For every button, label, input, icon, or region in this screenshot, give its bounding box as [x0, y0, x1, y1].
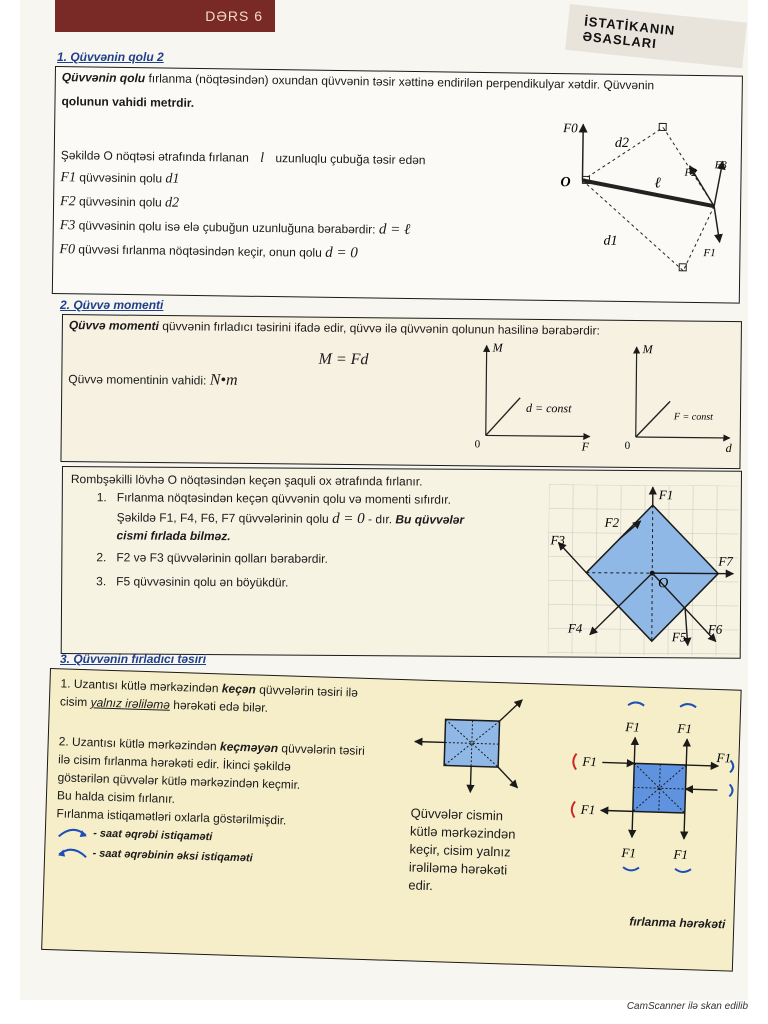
s1-line-f1 — [60, 169, 179, 188]
s2-def-term: Qüvvə momenti — [68, 318, 159, 334]
romb-item1-c: - dır. — [368, 512, 393, 527]
r-arrow-up-left — [634, 737, 635, 763]
label-f3: F3 — [714, 159, 727, 172]
label-f0: F0 — [563, 120, 578, 136]
label-f2: F2 — [684, 166, 697, 179]
rf-bottom-left: F1 — [621, 845, 637, 861]
r-label-f7: F7 — [718, 553, 733, 569]
graph-m-vs-f — [472, 337, 603, 458]
legend-cw — [56, 823, 213, 845]
s1-intro-sym: l — [260, 150, 265, 166]
t-arrow-ne — [500, 699, 523, 722]
r-label-f1: F1 — [658, 487, 674, 503]
label-d1: d1 — [603, 233, 618, 249]
romb-item2-num: 2. — [96, 550, 107, 565]
sym-f3: F3 — [59, 218, 76, 234]
r-label-f5: F5 — [671, 629, 687, 645]
s3-p1-f: hərəkəti edə bilər. — [173, 697, 269, 715]
s1-f2-val: d2 — [164, 195, 180, 211]
rf-top-left: F1 — [625, 719, 641, 735]
g2-ylabel: M — [642, 342, 653, 357]
s3-p2-line5: Fırlanma istiqamətləri oxlarla göstərilmişdir. — [56, 806, 287, 828]
caption1-l2: kütlə mərkəzindən — [409, 823, 516, 842]
caption1-l3: keçir, cisim yalnız — [409, 841, 511, 860]
cw-label: - saat əqrəbi istiqaməti — [92, 827, 213, 844]
r-arrow-left-bottom — [601, 810, 633, 811]
s1-intro — [61, 147, 426, 169]
d1-line — [581, 180, 684, 270]
romb-item1-b-line — [117, 509, 465, 527]
label-o: O — [560, 175, 571, 191]
s3-p1-c: qüvvələrin təsiri ilə — [259, 682, 359, 700]
s1-f1-text: qüvvəsinin qolu — [79, 170, 163, 186]
s1-f3-eq: d = ℓ — [378, 221, 411, 238]
rot-bottom-right-icon — [675, 869, 691, 873]
def-rest: fırlanma (nöqtəsindən) oxundan qüvvənin təsir xəttinə endirilən perpendikulyar xətdir. Qüvvənin — [148, 71, 655, 93]
moment-unit — [68, 371, 237, 389]
t-arrow-s — [470, 766, 471, 792]
graph-m-vs-d — [622, 339, 743, 460]
f7-vector — [652, 573, 733, 574]
rhombus-box — [61, 466, 742, 659]
rot-ccw-top-right-icon — [680, 704, 696, 708]
s3-p2-line4: Bu halda cisim fırlanır. — [56, 788, 176, 806]
rf-bottom-right: F1 — [673, 846, 689, 863]
rot-right-mid-icon — [729, 784, 732, 796]
s1-f0-eq: d = 0 — [325, 244, 358, 262]
g2-line — [636, 401, 670, 437]
s1-f0-text: qüvvəsi fırlanma nöqtəsindən keçir, onun qolu — [78, 242, 322, 260]
f0-arrow — [582, 124, 583, 180]
s3-p1-d: cisim — [59, 694, 88, 710]
unit-label: Qüvvə momentinin vahidi: — [68, 372, 207, 388]
def-line2: qolunun vahidi metrdir. — [61, 94, 195, 110]
caption2: fırlanma hərəkəti — [629, 914, 726, 932]
s3-p2-b: keçməyən — [219, 739, 279, 756]
caption1-l4: irəliləmə hərəkəti — [408, 859, 508, 878]
section2-box — [60, 314, 742, 469]
r-label-f3: F3 — [550, 532, 566, 548]
f1-arrow — [714, 206, 721, 242]
f1-extension — [683, 206, 714, 271]
s3-p2-line3: göstərilən qüvvələr kütlə mərkəzindən keçmir. — [57, 770, 301, 792]
legend-ccw — [55, 843, 253, 866]
romb-item1-d: Bu qüvvələr — [395, 512, 465, 527]
rot-bottom-left-icon — [623, 867, 639, 871]
g1-origin: 0 — [474, 438, 481, 451]
g2-origin: 0 — [624, 439, 631, 452]
t-arrow-se — [497, 767, 518, 788]
romb-item2: F2 və F3 qüvvələrinin qolları bərabərdir. — [116, 550, 328, 566]
romb-item1: Fırlanma nöqtəsindən keçən qüvvənin qolu və momenti sıfırdır. — [116, 490, 452, 507]
rf-left-bottom: F1 — [580, 801, 596, 818]
section1-definition — [62, 69, 654, 93]
rotation-figure — [564, 699, 740, 904]
r-arrow-up-right — [686, 739, 687, 765]
ccw-label: - saat əqrəbinin əksi istiqaməti — [92, 847, 253, 865]
section2-title: 2. Qüvvə momenti — [60, 298, 164, 312]
sym-f2: F2 — [60, 194, 76, 210]
g1-ylabel: M — [492, 340, 503, 355]
s1-line-f3 — [60, 217, 411, 239]
rf-left-top: F1 — [582, 753, 598, 770]
s1-intro-end: uzunluqlu çubuğa təsir edən — [275, 151, 426, 168]
s1-intro-text: Şəkildə O nöqtəsi ətrafında fırlanan — [60, 148, 249, 165]
s3-p2-a: 2. Uzantısı kütlə mərkəzindən — [58, 734, 217, 754]
r-arrow-down-right — [684, 813, 685, 839]
romb-intro: Rombşəkilli lövhə O nöqtəsindən keçən şaquli ox ətrafında fırlanır. — [70, 472, 423, 489]
r-arrow-right-top — [602, 762, 634, 763]
lever-arm-figure — [543, 104, 735, 287]
s3-p1-b: keçən — [221, 681, 257, 697]
lesson-tab: DƏRS 6 — [55, 0, 275, 32]
section3-title: 3. Qüvvənin fırladıcı təsiri — [60, 652, 207, 666]
r-arrow-left-mr — [686, 789, 718, 790]
s1-f2-text: qüvvəsinin qolu — [78, 194, 162, 210]
s3-p2-c: qüvvələrin təsiri — [281, 741, 365, 758]
r-label-f4: F4 — [567, 620, 583, 636]
rot-red-left-top-icon — [573, 753, 577, 769]
def-term: Qüvvənin qolu — [61, 70, 146, 86]
s1-line-f0 — [59, 241, 358, 262]
romb-item1-eq: d = 0 — [332, 510, 365, 528]
g1-note: d = const — [525, 400, 572, 416]
romb-item3-num: 3. — [96, 574, 107, 589]
ccw-arrow-icon — [55, 845, 89, 860]
g1-y-axis — [486, 345, 487, 435]
g1-xlabel: F — [581, 439, 590, 454]
rot-cw-top-left-icon — [628, 702, 644, 706]
s1-f3-text: qüvvəsinin qolu isə elə çubuğun uzunluğuna bərabərdir: — [78, 218, 376, 237]
cw-arrow-icon — [56, 825, 90, 840]
label-l: ℓ — [654, 175, 661, 192]
rhombus-figure — [548, 484, 739, 655]
g2-xlabel: d — [725, 440, 732, 456]
body-square-1 — [444, 719, 499, 767]
g2-y-axis — [636, 347, 637, 437]
section1-title: 1. Qüvvənin qolu 2 — [57, 50, 164, 64]
s3-p1-a: 1. Uzantısı kütlə mərkəzindən — [60, 676, 219, 696]
d2-line — [582, 126, 663, 181]
rf-right-top: F1 — [716, 749, 732, 766]
sym-f1: F1 — [60, 170, 77, 186]
romb-item3: F5 qüvvəsinin qolu ən böyükdür. — [116, 574, 289, 590]
r-label-o: O — [658, 576, 669, 592]
label-d2: d2 — [614, 135, 630, 152]
caption1-l1: Qüvvələr cismin — [410, 805, 504, 824]
s1-line-f2 — [60, 193, 179, 212]
s3-p1-e: yalnız irəliləmə — [90, 695, 171, 712]
section3-box — [41, 668, 742, 972]
g1-x-axis — [486, 435, 590, 436]
t-arrow-w — [415, 741, 445, 742]
r-arrow-right-tr — [686, 765, 718, 766]
moment-formula: M = Fd — [318, 350, 369, 369]
r-label-f6: F6 — [707, 621, 723, 637]
translation-figure — [407, 688, 540, 802]
s3-p2-line2: ilə cisim fırlanma hərəkəti edir. İkinci şəkildə — [57, 752, 292, 774]
section1-box — [52, 66, 743, 304]
g1-line — [486, 397, 520, 435]
chapter-tab: İSTATİKANIN ƏSASLARI — [565, 4, 747, 68]
rot-red-left-bottom-icon — [572, 801, 576, 817]
sym-f0: F0 — [59, 242, 76, 258]
g2-x-axis — [636, 437, 730, 438]
rod — [582, 180, 714, 206]
r-arrow-down-left — [632, 811, 633, 837]
romb-item1-num: 1. — [96, 490, 107, 505]
s2-def-rest: qüvvənin fırladıcı təsirini ifadə edir, qüvvə ilə qüvvənin qolunun hasilinə bərabərdir: — [162, 319, 600, 338]
caption1-l5: edir. — [408, 877, 434, 894]
label-f1: F1 — [703, 247, 716, 260]
scanner-footer: CamScanner ilə skan edilib — [626, 1001, 748, 1012]
unit-value: N•m — [209, 371, 238, 389]
romb-item1-e: cismi fırlada bilməz. — [116, 528, 231, 544]
romb-item1-b: Şəkildə F1, F4, F6, F7 qüvvələrinin qolu — [116, 510, 329, 526]
r-label-f2: F2 — [604, 514, 620, 530]
section2-definition — [69, 317, 600, 339]
rf-top-right: F1 — [677, 720, 693, 737]
s1-f1-val: d1 — [165, 171, 180, 187]
g2-note: F = const — [673, 411, 713, 423]
